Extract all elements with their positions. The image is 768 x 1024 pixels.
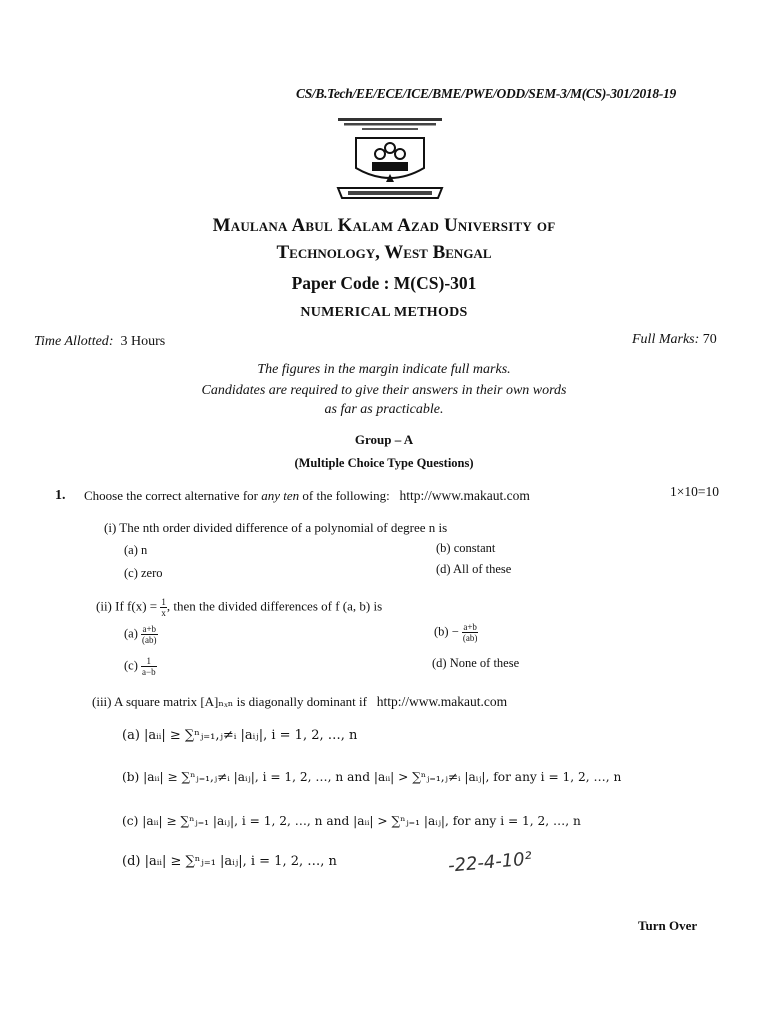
fraction-numerator: 1	[161, 597, 166, 607]
subquestion-label: (i)	[104, 520, 117, 535]
option-iii-a: (a) |aᵢᵢ| ≥ ∑ⁿⱼ₌₁,ⱼ≠ᵢ |aᵢⱼ|, i = 1, 2, …, n	[122, 728, 358, 743]
option-iii-c: (c) |aᵢᵢ| ≥ ∑ⁿⱼ₌₁ |aᵢⱼ|, i = 1, 2, …, n and |aᵢᵢ| > ∑ⁿⱼ₌₁ |aᵢⱼ|, for any i = 1, 2, …, n	[122, 814, 581, 828]
option-i-d: (d) All of these	[436, 562, 512, 576]
time-value: 3 Hours	[120, 334, 166, 349]
subquestion-label: (iii)	[92, 694, 112, 709]
option-ii-a	[124, 624, 158, 645]
option-label: (c)	[124, 658, 138, 673]
option-i-c: (c) zero	[124, 566, 163, 580]
paper-code: Paper Code : M(CS)-301	[291, 273, 477, 293]
question-url: http://www.makaut.com	[399, 488, 530, 503]
question-number: 1.	[55, 488, 66, 503]
full-marks: Full Marks: 70	[632, 332, 717, 347]
question-text-part: Choose the correct alternative for	[84, 488, 262, 503]
subquestion-text: The nth order divided difference of a polynomial of degree n is	[119, 520, 448, 535]
handwritten-note: -22-4-10²	[447, 848, 533, 877]
university-name-line-1: Maulana Abul Kalam Azad University of	[212, 215, 556, 236]
subquestion-ii	[96, 597, 382, 618]
time-allotted: Time Allotted: 3 Hours	[34, 334, 166, 349]
fraction-denominator: (ab)	[462, 633, 478, 643]
group-title: Group – A	[354, 432, 414, 447]
fraction-denominator: a−b	[142, 667, 156, 677]
fraction	[462, 622, 479, 643]
paper-reference: CS/B.Tech/EE/ECE/ICE/BME/PWE/ODD/SEM-3/M(CS)-301/2018-19	[296, 86, 676, 101]
instruction-line-2: Candidates are required to give their answers in their own words	[201, 383, 567, 398]
subquestion-text-part: If f(x) =	[115, 598, 161, 614]
option-ii-d: (d) None of these	[432, 656, 520, 670]
question-marks: 1×10=10	[670, 484, 719, 499]
instruction-line-3: as far as practicable.	[324, 402, 444, 417]
option-i-b: (b) constant	[436, 541, 496, 555]
university-crest-icon	[334, 116, 446, 206]
fraction	[141, 656, 157, 677]
fraction	[141, 624, 158, 645]
marks-label: Full Marks	[632, 332, 695, 347]
question-text-part: of the following:	[299, 488, 390, 503]
question-text	[84, 488, 530, 504]
option-ii-b	[434, 622, 478, 643]
turn-over-label: Turn Over	[638, 918, 698, 933]
subquestion-text: A square matrix [A]ₙₓₙ is diagonally dominant if	[114, 694, 367, 709]
fraction-numerator: 1	[141, 656, 157, 667]
instruction-line-1: The figures in the margin indicate full marks.	[257, 362, 511, 377]
fraction-numerator: a+b	[142, 624, 157, 634]
option-i-a: (a) n	[124, 543, 148, 557]
fraction-denominator: x	[161, 608, 166, 618]
group-subtitle: (Multiple Choice Type Questions)	[294, 456, 474, 470]
option-ii-c	[124, 656, 157, 677]
fraction-numerator: a+b	[463, 622, 477, 632]
fraction-denominator: (ab)	[142, 635, 157, 645]
option-iii-d: (d) |aᵢᵢ| ≥ ∑ⁿⱼ₌₁ |aᵢⱼ|, i = 1, 2, …, n	[122, 854, 337, 869]
option-label: (a)	[124, 626, 138, 641]
subquestion-i	[104, 520, 447, 536]
subquestion-url: http://www.makaut.com	[376, 694, 508, 709]
university-name-line-2: Technology, West Bengal	[276, 242, 492, 263]
option-label: (b) −	[434, 624, 459, 639]
marks-value: 70	[702, 332, 717, 347]
subject-title: NUMERICAL METHODS	[300, 305, 468, 320]
question-text-emphasis: any ten	[261, 488, 300, 503]
subquestion-iii	[92, 694, 507, 710]
option-iii-b: (b) |aᵢᵢ| ≥ ∑ⁿⱼ₌₁,ⱼ≠ᵢ |aᵢⱼ|, i = 1, 2, …, n and |aᵢᵢ| > ∑ⁿⱼ₌₁,ⱼ≠ᵢ |aᵢⱼ|, for any i = 1, 2, …, n	[122, 770, 622, 784]
subquestion-text-part: , then the divided differences of f (a, b) is	[166, 598, 383, 614]
subquestion-label: (ii)	[96, 598, 112, 614]
time-label: Time Allotted	[34, 334, 109, 349]
